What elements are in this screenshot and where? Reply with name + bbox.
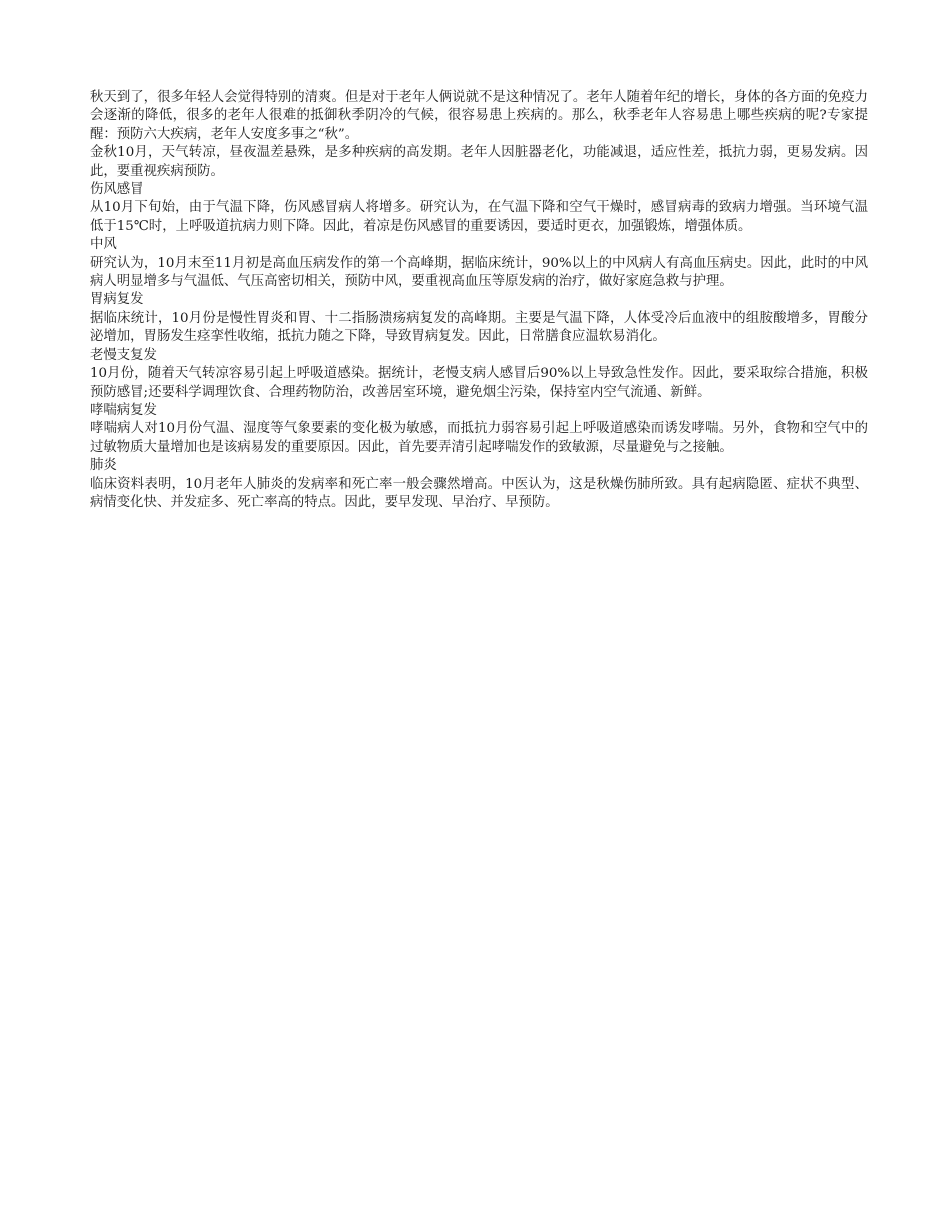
section-common-cold — [90, 181, 868, 236]
section-body: 据临床统计，10月份是慢性胃炎和胃、十二指肠溃疡病复发的高峰期。主要是气温下降，人体受冷后血液中的组胺酸增多，胃酸分泌增加，胃肠发生痉挛性收缩，抵抗力随之下降，导致胃病复发。因此，日常膳食应温软易消化。 — [90, 310, 868, 345]
section-heading: 伤风感冒 — [90, 182, 144, 198]
section-heading: 胃病复发 — [90, 292, 144, 308]
section-stomach-relapse — [90, 291, 868, 346]
section-heading: 哮喘病复发 — [90, 402, 157, 418]
section-heading: 老慢支复发 — [90, 347, 157, 363]
overview-paragraph: 金秋10月，天气转凉，昼夜温差悬殊，是多种疾病的高发期。老年人因脏器老化，功能减退，适应性差，抵抗力弱，更易发病。因此，要重视疾病预防。 — [90, 145, 868, 179]
section-body: 10月份，随着天气转凉容易引起上呼吸道感染。据统计，老慢支病人感冒后90%以上导致急性发作。因此，要采取综合措施，积极预防感冒;还要科学调理饮食、合理药物防治，改善居室环境，避免烟尘污染，保持室内空气流通、新鲜。 — [90, 366, 868, 400]
section-pneumonia — [90, 457, 868, 512]
section-heading: 中风 — [90, 237, 117, 253]
section-body: 哮喘病人对10月份气温、湿度等气象要素的变化极为敏感，而抵抗力弱容易引起上呼吸道感染而诱发哮喘。另外，食物和空气中的过敏物质大量增加也是该病易发的重要原因。因此，首先要弄清引起哮喘发作的致敏源，尽量避免与之接触。 — [90, 421, 868, 455]
section-heading: 肺炎 — [90, 458, 117, 474]
article — [90, 89, 868, 512]
section-body: 研究认为，10月末至11月初是高血压病发作的第一个高峰期，据临床统计，90%以上的中风病人有高血压病史。因此，此时的中风病人明显增多与气温低、气压高密切相关，预防中风，要重视高血压等原发病的治疗，做好家庭急救与护理。 — [90, 255, 868, 290]
section-asthma — [90, 402, 868, 457]
section-chronic-bronchitis — [90, 347, 868, 402]
section-stroke — [90, 236, 868, 291]
intro-paragraph: 秋天到了，很多年轻人会觉得特别的清爽。但是对于老年人俩说就不是这种情况了。老年人随着年纪的增长，身体的各方面的免疫力会逐渐的降低，很多的老年人很难的抵御秋季阴冷的气候，很容易患上疾病的。那么，秋季老年人容易患上哪些疾病的呢?专家提醒：预防六大疾病，老年人安度多事之“秋”。 — [90, 90, 868, 142]
section-body: 从10月下旬始，由于气温下降，伤风感冒病人将增多。研究认为，在气温下降和空气干燥时，感冒病毒的致病力增强。当环境气温低于15℃时，上呼吸道抗病力则下降。因此，着凉是伤风感冒的重要诱因，要适时更衣，加强锻炼，增强体质。 — [90, 200, 868, 234]
section-body: 临床资料表明，10月老年人肺炎的发病率和死亡率一般会骤然增高。中医认为，这是秋燥伤肺所致。具有起病隐匿、症状不典型、病情变化快、并发症多、死亡率高的特点。因此，要早发现、早治疗、早预防。 — [90, 476, 868, 510]
